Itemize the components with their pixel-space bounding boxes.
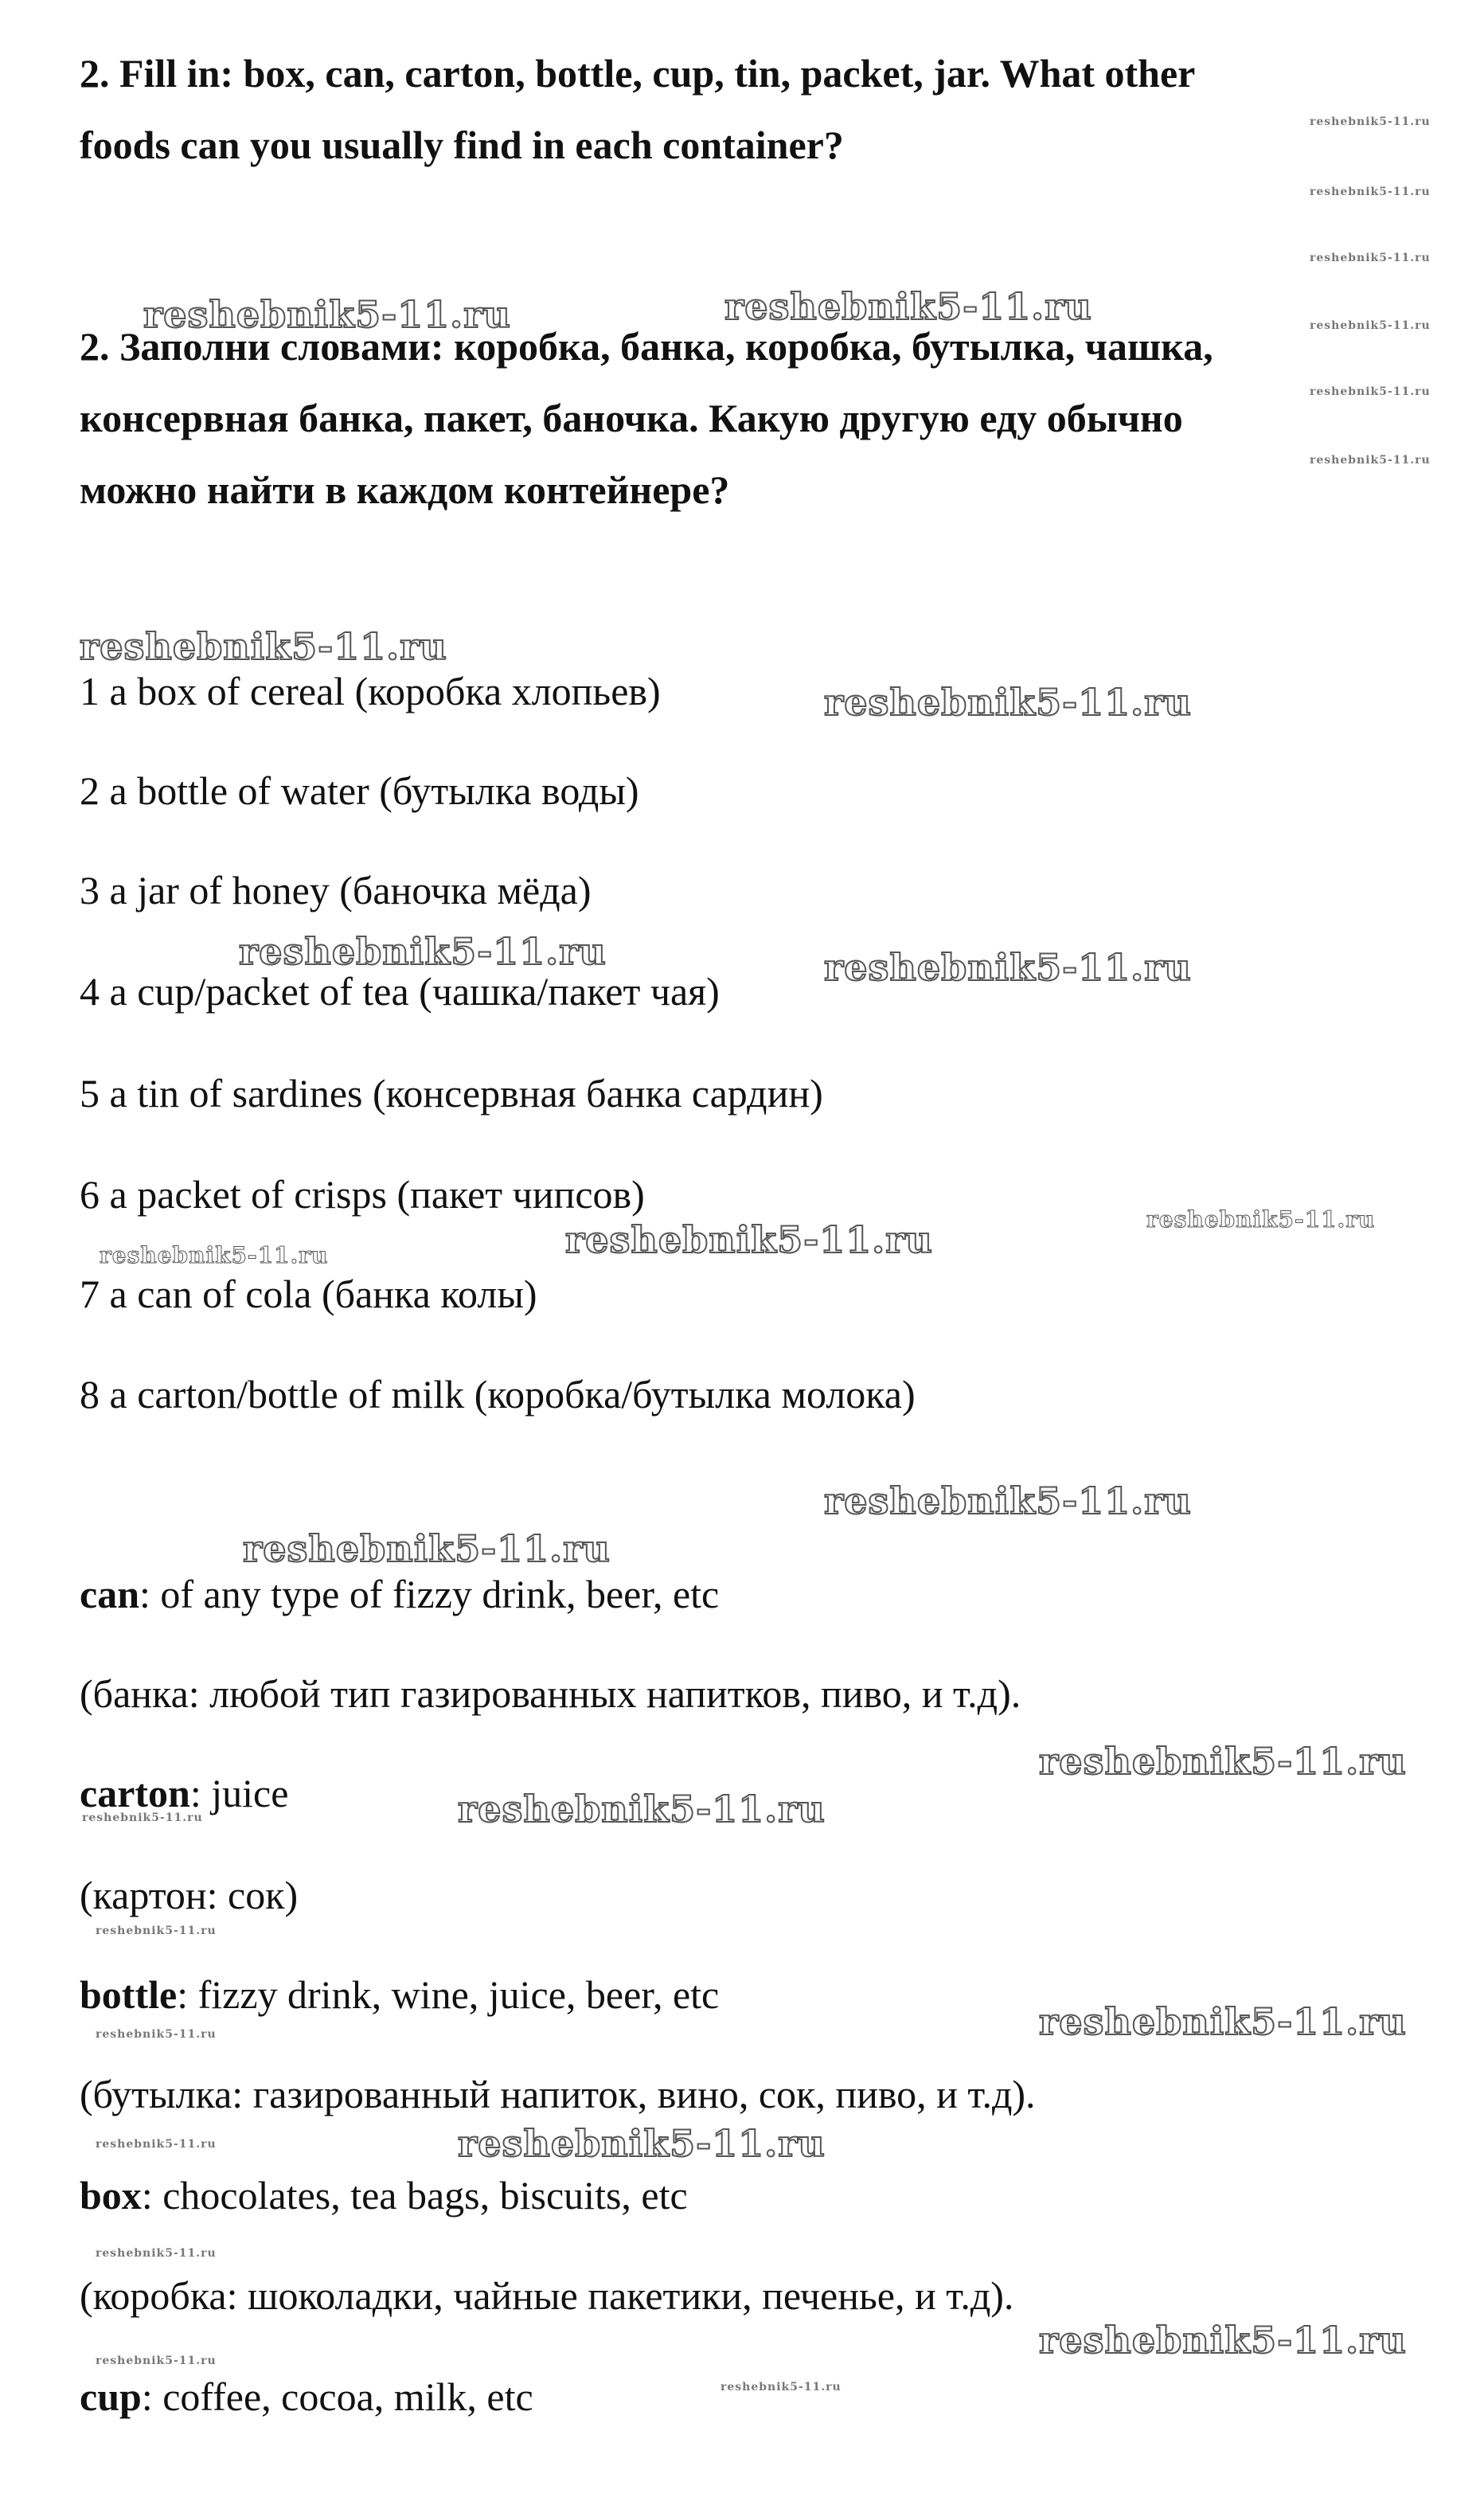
watermark: reshebnik5-11.ru bbox=[1310, 115, 1431, 128]
container-term: carton bbox=[80, 1771, 190, 1815]
task-title-ru-line2: консервная банка, пакет, баночка. Какую другую еду обычно bbox=[80, 396, 1183, 440]
watermark: reshebnik5-11.ru bbox=[724, 285, 1092, 328]
watermark: reshebnik5-11.ru bbox=[243, 1527, 611, 1570]
watermark: reshebnik5-11.ru bbox=[1310, 186, 1431, 198]
watermark: reshebnik5-11.ru bbox=[1039, 2319, 1407, 2362]
container-carton-translation: (картон: сок) bbox=[80, 1873, 299, 1917]
answer-1: 1 a box of cereal (коробка хлопьев) bbox=[80, 669, 661, 713]
container-can-translation: (банка: любой тип газированных напитков, пиво, и т.д). bbox=[80, 1671, 1021, 1716]
watermark: reshebnik5-11.ru bbox=[1039, 1740, 1407, 1783]
watermark: reshebnik5-11.ru bbox=[721, 2381, 842, 2394]
container-bottle bbox=[80, 1971, 719, 2018]
watermark: reshebnik5-11.ru bbox=[824, 946, 1192, 989]
container-term: cup bbox=[80, 2374, 142, 2419]
watermark: reshebnik5-11.ru bbox=[1146, 1206, 1376, 1233]
answer-8: 8 a carton/bottle of milk (коробка/бутылка молока) bbox=[80, 1372, 916, 1417]
container-term: bottle bbox=[80, 1972, 178, 2017]
watermark: reshebnik5-11.ru bbox=[1310, 385, 1431, 398]
answer-3: 3 a jar of honey (баночка мёда) bbox=[80, 868, 592, 912]
container-term: box bbox=[80, 2173, 142, 2218]
watermark: reshebnik5-11.ru bbox=[1310, 319, 1431, 332]
task-title-en-line1: 2. Fill in: box, can, carton, bottle, cup, tin, packet, jar. What other bbox=[80, 51, 1196, 96]
watermark: reshebnik5-11.ru bbox=[143, 293, 511, 336]
container-text: : juice bbox=[189, 1771, 289, 1815]
watermark: reshebnik5-11.ru bbox=[1310, 252, 1431, 264]
answer-6: 6 a packet of crisps (пакет чипсов) bbox=[80, 1172, 645, 1217]
watermark: reshebnik5-11.ru bbox=[96, 2138, 217, 2151]
task-title-ru-line1: 2. Заполни словами: коробка, банка, коробка, бутылка, чашка, bbox=[80, 324, 1213, 369]
container-text: : of any type of fizzy drink, beer, etc bbox=[139, 1572, 720, 1616]
task-title-ru-line3: можно найти в каждом контейнере? bbox=[80, 467, 730, 512]
answer-7: 7 a can of cola (банка колы) bbox=[80, 1272, 537, 1316]
watermark: reshebnik5-11.ru bbox=[82, 1811, 203, 1824]
container-term: can bbox=[80, 1572, 139, 1616]
watermark: reshebnik5-11.ru bbox=[96, 1925, 217, 1937]
container-can bbox=[80, 1570, 719, 1618]
watermark: reshebnik5-11.ru bbox=[1039, 2000, 1407, 2043]
container-bottle-translation: (бутылка: газированный напиток, вино, сок, пиво, и т.д). bbox=[80, 2072, 1036, 2116]
container-box bbox=[80, 2171, 688, 2219]
container-cup bbox=[80, 2373, 533, 2421]
answer-5: 5 a tin of sardines (консервная банка сардин) bbox=[80, 1071, 823, 1116]
watermark: reshebnik5-11.ru bbox=[1310, 454, 1431, 467]
container-carton bbox=[80, 1769, 288, 1817]
watermark: reshebnik5-11.ru bbox=[458, 2122, 826, 2165]
watermark: reshebnik5-11.ru bbox=[458, 1788, 826, 1831]
watermark: reshebnik5-11.ru bbox=[824, 1479, 1192, 1522]
container-text: : fizzy drink, wine, juice, beer, etc bbox=[177, 1972, 720, 2017]
container-text: : coffee, cocoa, milk, etc bbox=[141, 2374, 533, 2419]
watermark: reshebnik5-11.ru bbox=[100, 1242, 329, 1268]
watermark: reshebnik5-11.ru bbox=[96, 2247, 217, 2260]
container-text: : chocolates, tea bags, biscuits, etc bbox=[141, 2173, 688, 2218]
watermark: reshebnik5-11.ru bbox=[96, 2354, 217, 2367]
watermark: reshebnik5-11.ru bbox=[565, 1218, 933, 1261]
container-box-translation: (коробка: шоколадки, чайные пакетики, печенье, и т.д). bbox=[80, 2273, 1014, 2318]
watermark: reshebnik5-11.ru bbox=[96, 2028, 217, 2041]
answer-2: 2 a bottle of water (бутылка воды) bbox=[80, 768, 639, 813]
watermark: reshebnik5-11.ru bbox=[239, 930, 607, 973]
watermark: reshebnik5-11.ru bbox=[80, 625, 447, 668]
watermark: reshebnik5-11.ru bbox=[824, 681, 1192, 724]
task-title-en-line2: foods can you usually find in each container? bbox=[80, 123, 844, 167]
answer-4: 4 a cup/packet of tea (чашка/пакет чая) bbox=[80, 969, 720, 1014]
